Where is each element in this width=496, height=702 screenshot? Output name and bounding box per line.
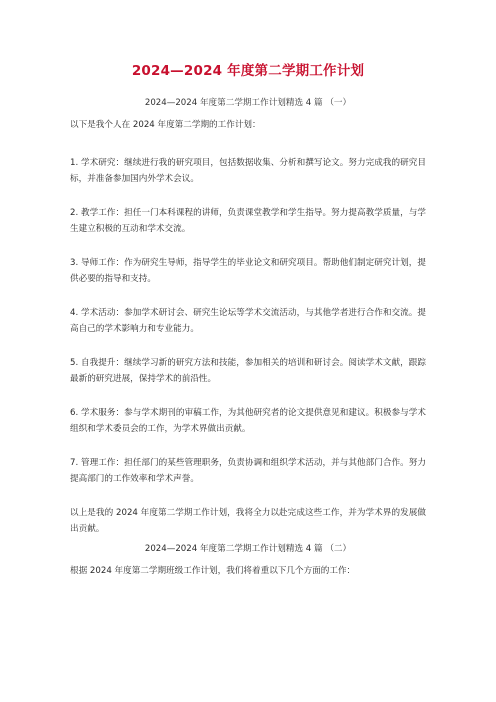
section-2-lead: 根据 2024 年度第二学期班级工作计划，我们将着重以下几个方面的工作： (70, 566, 356, 576)
closing-paragraph: 以上是我的 2024 年度第二学期工作计划，我将全力以赴完成这些工作，并为学术界的发展做出贡献。 (70, 508, 426, 534)
plan-item-teaching: 2. 教学工作：担任一门本科课程的讲师，负责课堂教学和学生指导。努力提高教学质量，与学生建立积极的互动和学术交流。 (70, 208, 426, 234)
document-title: 2024—2024 年度第二学期工作计划 (131, 63, 365, 79)
intro-paragraph: 以下是我个人在 2024 年度第二学期的工作计划： (70, 120, 261, 130)
plan-item-research: 1. 学术研究：继续进行我的研究项目，包括数据收集、分析和撰写论文。努力完成我的研究目标，并准备参加国内外学术会议。 (70, 158, 426, 184)
plan-item-self-improvement: 5. 自我提升：继续学习新的研究方法和技能，参加相关的培训和研讨会。阅读学术文献，跟踪最新的研究进展，保持学术的前沿性。 (70, 358, 426, 384)
plan-item-academic-activities: 4. 学术活动：参加学术研讨会、研究生论坛等学术交流活动，与其他学者进行合作和交流。提高自己的学术影响力和专业能力。 (70, 308, 426, 334)
section-subtitle-2: 2024—2024 年度第二学期工作计划精选 4 篇 （二） (144, 544, 352, 554)
plan-item-management: 7. 管理工作：担任部门的某些管理职务，负责协调和组织学术活动，并与其他部门合作。努力提高部门的工作效率和学术声誉。 (70, 458, 426, 484)
section-subtitle-1: 2024—2024 年度第二学期工作计划精选 4 篇 （一） (144, 98, 352, 108)
plan-item-mentoring: 3. 导师工作：作为研究生导师，指导学生的毕业论文和研究项目。帮助他们制定研究计划，提供必要的指导和支持。 (70, 258, 426, 284)
plan-item-academic-service: 6. 学术服务：参与学术期刊的审稿工作，为其他研究者的论文提供意见和建议。积极参与学术组织和学术委员会的工作，为学术界做出贡献。 (70, 408, 426, 434)
